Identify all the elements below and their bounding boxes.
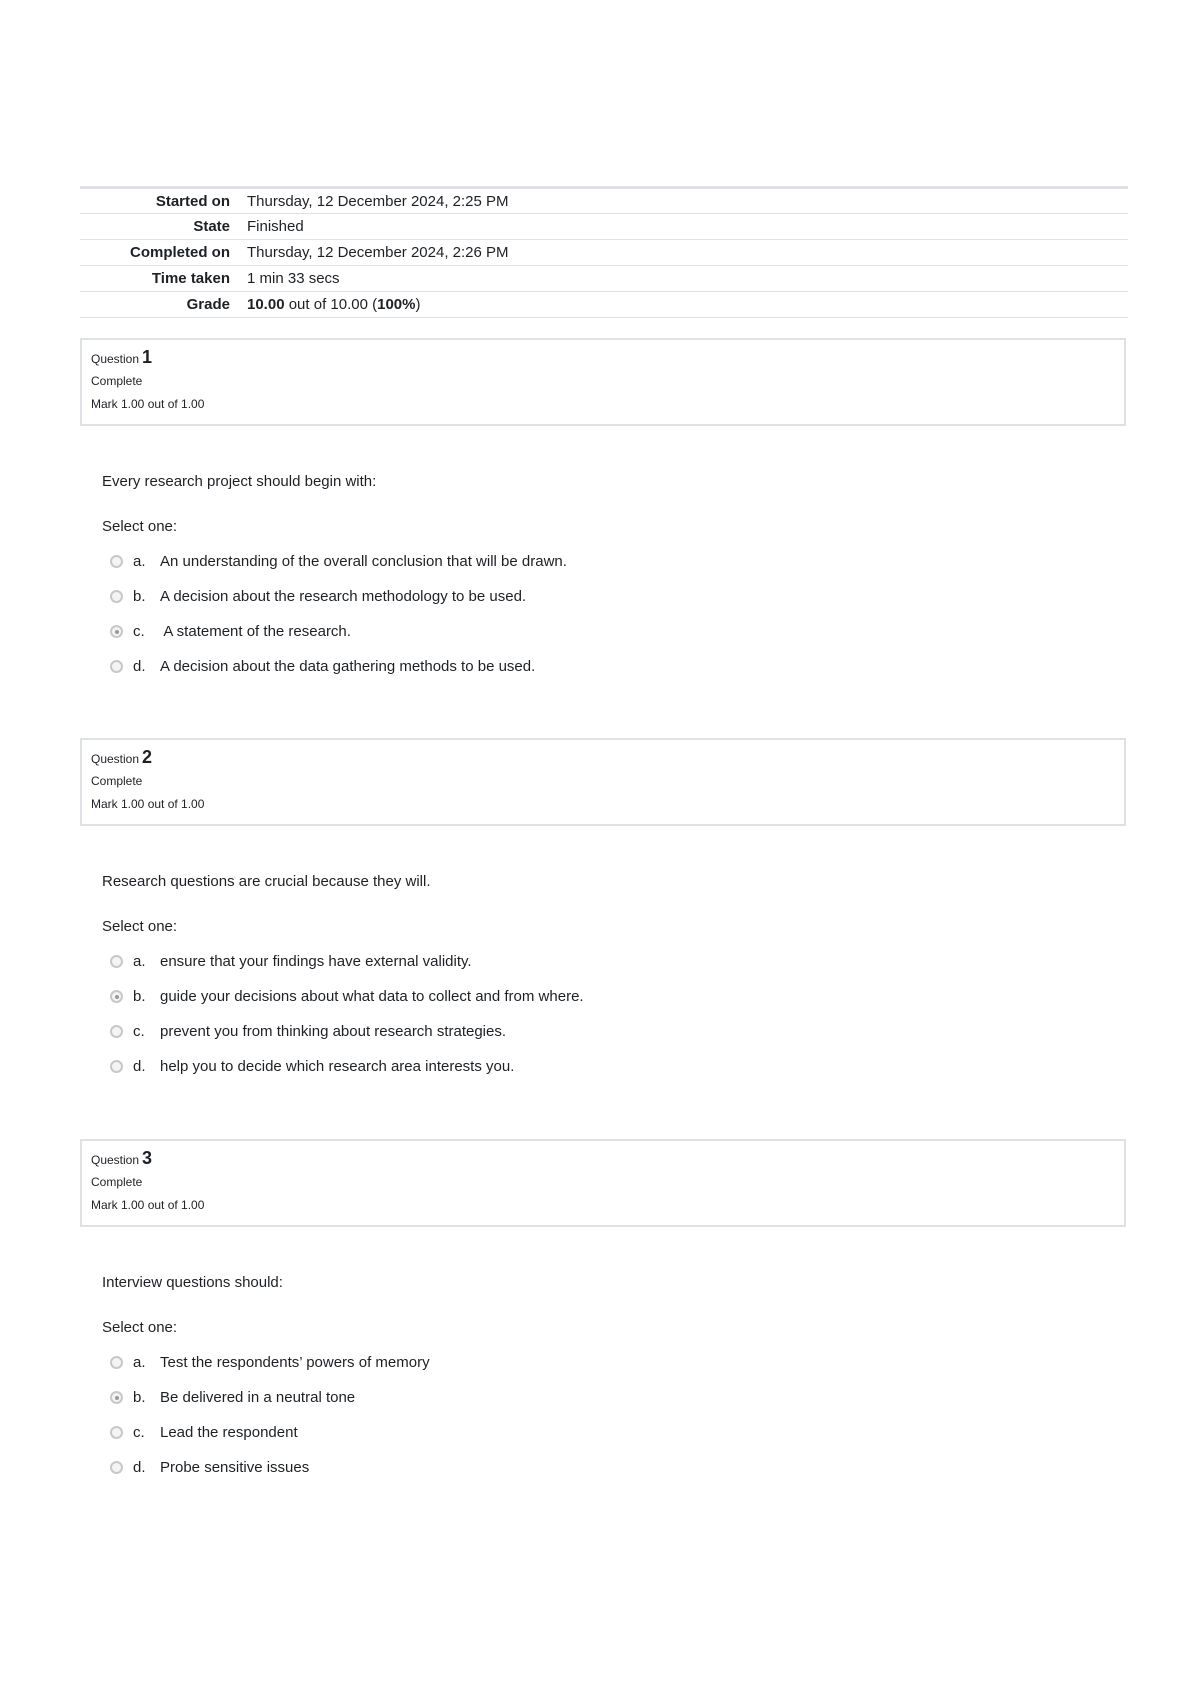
- answer-text: A statement of the research.: [160, 623, 351, 640]
- answer-option[interactable]: [110, 1380, 430, 1415]
- radio-button-selected[interactable]: [110, 990, 123, 1003]
- answer-option[interactable]: [110, 1345, 430, 1380]
- select-one-prompt: Select one:: [102, 518, 178, 535]
- radio-button[interactable]: [110, 590, 123, 603]
- question-info-box: [80, 338, 1126, 426]
- answer-option[interactable]: [110, 979, 584, 1014]
- answer-text: prevent you from thinking about research strategies.: [160, 1023, 507, 1040]
- answer-list: [110, 1345, 430, 1485]
- answer-option[interactable]: [110, 1049, 584, 1084]
- question-number: [91, 748, 1115, 768]
- question-state: Complete: [91, 374, 143, 388]
- grade-score: 10.00: [247, 296, 285, 313]
- answer-letter: a.: [133, 553, 146, 570]
- answer-text: Be delivered in a neutral tone: [160, 1389, 356, 1406]
- answer-letter: b.: [133, 1389, 146, 1406]
- question-text: Interview questions should:: [102, 1274, 283, 1291]
- answer-text: guide your decisions about what data to collect and from where.: [160, 988, 584, 1005]
- answer-text: Probe sensitive issues: [160, 1459, 310, 1476]
- grade-close: ): [415, 296, 421, 313]
- answer-letter: c.: [133, 1023, 145, 1040]
- answer-letter: b.: [133, 588, 146, 605]
- answer-option[interactable]: [110, 1415, 430, 1450]
- summary-row-started: [80, 188, 1128, 214]
- summary-row-grade: [80, 292, 1128, 318]
- answer-text: Lead the respondent: [160, 1424, 298, 1441]
- question-info-box: [80, 738, 1126, 826]
- question-prefix: Question: [91, 1153, 140, 1167]
- question-mark: Mark 1.00 out of 1.00: [91, 797, 205, 811]
- question-number-value: 3: [142, 1148, 153, 1168]
- answer-list: [110, 544, 567, 684]
- question-info-box: [80, 1139, 1126, 1227]
- radio-button[interactable]: [110, 1426, 123, 1439]
- question-state: Complete: [91, 1175, 143, 1189]
- question-number: [91, 348, 1115, 368]
- attempt-summary-table: [80, 186, 1128, 318]
- radio-button[interactable]: [110, 1461, 123, 1474]
- summary-label: Grade: [186, 296, 230, 313]
- grade-out-of: out of 10.00 (: [288, 296, 378, 313]
- question-mark: Mark 1.00 out of 1.00: [91, 1198, 205, 1212]
- summary-label: State: [193, 218, 230, 235]
- radio-button[interactable]: [110, 1025, 123, 1038]
- radio-button[interactable]: [110, 555, 123, 568]
- answer-letter: d.: [133, 1058, 146, 1075]
- answer-option[interactable]: [110, 1014, 584, 1049]
- answer-text: ensure that your findings have external validity.: [160, 953, 472, 970]
- answer-text: A decision about the data gathering methods to be used.: [160, 658, 536, 675]
- radio-button[interactable]: [110, 1356, 123, 1369]
- summary-label: Started on: [155, 192, 230, 210]
- answer-option[interactable]: [110, 649, 567, 684]
- grade-value: [247, 292, 1128, 318]
- radio-button[interactable]: [110, 1060, 123, 1073]
- answer-text: Test the respondents’ powers of memory: [160, 1354, 430, 1371]
- question-number: [91, 1149, 1115, 1169]
- summary-row-time-taken: [80, 266, 1128, 292]
- select-one-prompt: Select one:: [102, 918, 178, 935]
- answer-text: A decision about the research methodology to be used.: [160, 588, 527, 605]
- answer-letter: a.: [133, 953, 146, 970]
- summary-row-completed: [80, 240, 1128, 266]
- summary-label: Completed on: [130, 244, 230, 261]
- select-one-prompt: Select one:: [102, 1319, 178, 1336]
- question-prefix: Question: [91, 752, 140, 766]
- answer-letter: a.: [133, 1354, 146, 1371]
- question-text: Research questions are crucial because they will.: [102, 873, 431, 890]
- summary-value: Thursday, 12 December 2024, 2:25 PM: [247, 192, 509, 210]
- summary-row-state: [80, 214, 1128, 240]
- answer-option[interactable]: [110, 614, 567, 649]
- radio-button-selected[interactable]: [110, 1391, 123, 1404]
- question-number-value: 1: [142, 347, 153, 367]
- radio-button[interactable]: [110, 955, 123, 968]
- answer-option[interactable]: [110, 944, 584, 979]
- summary-value: Thursday, 12 December 2024, 2:26 PM: [247, 244, 509, 261]
- summary-label: Time taken: [151, 270, 230, 287]
- question-number-value: 2: [142, 747, 153, 767]
- answer-letter: d.: [133, 658, 146, 675]
- answer-letter: d.: [133, 1459, 146, 1476]
- answer-text: help you to decide which research area interests you.: [160, 1058, 515, 1075]
- answer-option[interactable]: [110, 579, 567, 614]
- question-text: Every research project should begin with:: [102, 473, 377, 490]
- radio-button[interactable]: [110, 660, 123, 673]
- summary-value: Finished: [247, 218, 304, 235]
- grade-percent: 100%: [377, 296, 416, 313]
- answer-letter: b.: [133, 988, 146, 1005]
- answer-letter: c.: [133, 623, 145, 640]
- answer-list: [110, 944, 584, 1084]
- question-state: Complete: [91, 774, 143, 788]
- answer-option[interactable]: [110, 544, 567, 579]
- question-prefix: Question: [91, 352, 140, 366]
- radio-button-selected[interactable]: [110, 625, 123, 638]
- answer-letter: c.: [133, 1424, 145, 1441]
- answer-option[interactable]: [110, 1450, 430, 1485]
- answer-text: An understanding of the overall conclusion that will be drawn.: [160, 553, 567, 570]
- summary-value: 1 min 33 secs: [247, 270, 340, 287]
- question-mark: Mark 1.00 out of 1.00: [91, 397, 205, 411]
